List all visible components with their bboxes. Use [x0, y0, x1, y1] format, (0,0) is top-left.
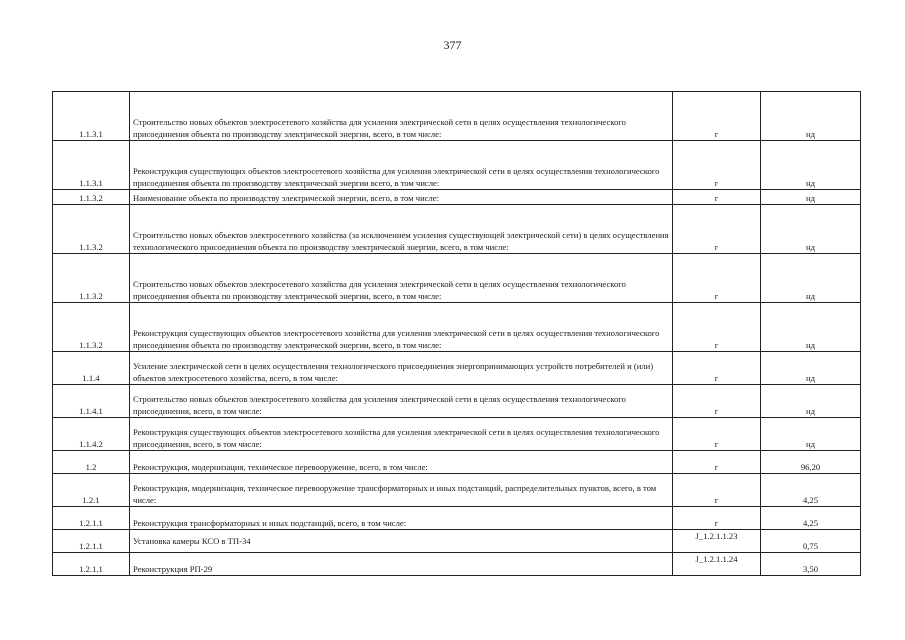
- row-value: нд: [761, 303, 861, 352]
- table-row: [53, 254, 861, 303]
- row-id: г: [673, 190, 761, 205]
- row-name: Усиление электрической сети в целях осуществления технологического присоединения энергопринимающих устройств потребителей и (или) объектов электросетевого хозяйства, всего, в том числе:: [130, 352, 673, 385]
- row-code: 1.2.1: [53, 474, 130, 507]
- table-row: [53, 553, 861, 576]
- row-code: 1.2.1.1: [53, 507, 130, 530]
- row-id: г: [673, 451, 761, 474]
- row-value: нд: [761, 141, 861, 190]
- row-name: Строительство новых объектов электросетевого хозяйства для усиления электрической сети в целях осуществления технологического присоединения объекта по производству электрической энергии, всего, в том числе:: [130, 254, 673, 303]
- row-code: 1.1.3.2: [53, 205, 130, 254]
- row-name: Реконструкция РП-29: [130, 553, 673, 576]
- row-name: Реконструкция, модернизация, техническое перевооружение, всего, в том числе:: [130, 451, 673, 474]
- investment-table: [52, 91, 861, 576]
- row-code: 1.1.4.2: [53, 418, 130, 451]
- table-row: [53, 507, 861, 530]
- row-code: 1.1.3.2: [53, 254, 130, 303]
- table-row: [53, 141, 861, 190]
- row-value: нд: [761, 418, 861, 451]
- row-id: J_1.2.1.1.24: [673, 553, 761, 576]
- row-id: г: [673, 507, 761, 530]
- row-code: 1.1.4: [53, 352, 130, 385]
- row-value: нд: [761, 385, 861, 418]
- row-code: 1.1.3.2: [53, 190, 130, 205]
- table-row: [53, 352, 861, 385]
- row-id: г: [673, 418, 761, 451]
- table-row: [53, 530, 861, 553]
- row-id: г: [673, 141, 761, 190]
- row-name: Реконструкция трансформаторных и иных подстанций, всего, в том числе:: [130, 507, 673, 530]
- table-row: [53, 474, 861, 507]
- row-value: нд: [761, 190, 861, 205]
- row-id: г: [673, 474, 761, 507]
- row-name: Наименование объекта по производству электрической энергии, всего, в том числе:: [130, 190, 673, 205]
- table-row: [53, 92, 861, 141]
- row-name: Строительство новых объектов электросетевого хозяйства для усиления электрической сети в целях осуществления технологического присоединения, всего, в том числе:: [130, 385, 673, 418]
- row-code: 1.2.1.1: [53, 553, 130, 576]
- row-name: Реконструкция существующих объектов электросетевого хозяйства для усиления электрической сети в целях осуществления технологического присоединения объекта по производству электрической энергии всего, в том числе:: [130, 141, 673, 190]
- row-value: нд: [761, 254, 861, 303]
- row-id: г: [673, 92, 761, 141]
- row-value: нд: [761, 352, 861, 385]
- row-value: 3,50: [761, 553, 861, 576]
- row-id: г: [673, 205, 761, 254]
- table-row: [53, 451, 861, 474]
- table-row: [53, 418, 861, 451]
- row-name: Реконструкция существующих объектов электросетевого хозяйства для усиления электрической сети в целях осуществления технологического присоединения, всего, в том числе:: [130, 418, 673, 451]
- row-value: 4,25: [761, 507, 861, 530]
- table-row: [53, 385, 861, 418]
- row-id: г: [673, 303, 761, 352]
- row-value: 0,75: [761, 530, 861, 553]
- row-id: г: [673, 385, 761, 418]
- row-name: Установка камеры КСО в ТП-34: [130, 530, 673, 553]
- row-value: нд: [761, 92, 861, 141]
- row-name: Реконструкция существующих объектов электросетевого хозяйства для усиления электрической сети в целях осуществления технологического присоединения объекта по производству электрической энергии, всего, в том числе:: [130, 303, 673, 352]
- row-name: Строительство новых объектов электросетевого хозяйства (за исключением усиления существующей электрической сети) в целях осуществления технологического присоединения объекта по производству электрической энергии, всего, в том числе:: [130, 205, 673, 254]
- row-value: 96,20: [761, 451, 861, 474]
- row-name: Строительство новых объектов электросетевого хозяйства для усиления электрической сети в целях осуществления технологического присоединения объекта по производству электрической энергии, всего, в том числе:: [130, 92, 673, 141]
- row-code: 1.1.4.1: [53, 385, 130, 418]
- row-id: г: [673, 254, 761, 303]
- row-value: 4,25: [761, 474, 861, 507]
- row-id: г: [673, 352, 761, 385]
- row-code: 1.2: [53, 451, 130, 474]
- row-value: нд: [761, 205, 861, 254]
- row-id: J_1.2.1.1.23: [673, 530, 761, 553]
- row-code: 1.1.3.1: [53, 92, 130, 141]
- page-number: 377: [443, 38, 462, 52]
- row-code: 1.2.1.1: [53, 530, 130, 553]
- table-row: [53, 190, 861, 205]
- table-row: [53, 303, 861, 352]
- table-row: [53, 205, 861, 254]
- row-code: 1.1.3.2: [53, 303, 130, 352]
- row-name: Реконструкция, модернизация, техническое перевооружение трансформаторных и иных подстанций, распределительных пунктов, всего, в том числе:: [130, 474, 673, 507]
- row-code: 1.1.3.1: [53, 141, 130, 190]
